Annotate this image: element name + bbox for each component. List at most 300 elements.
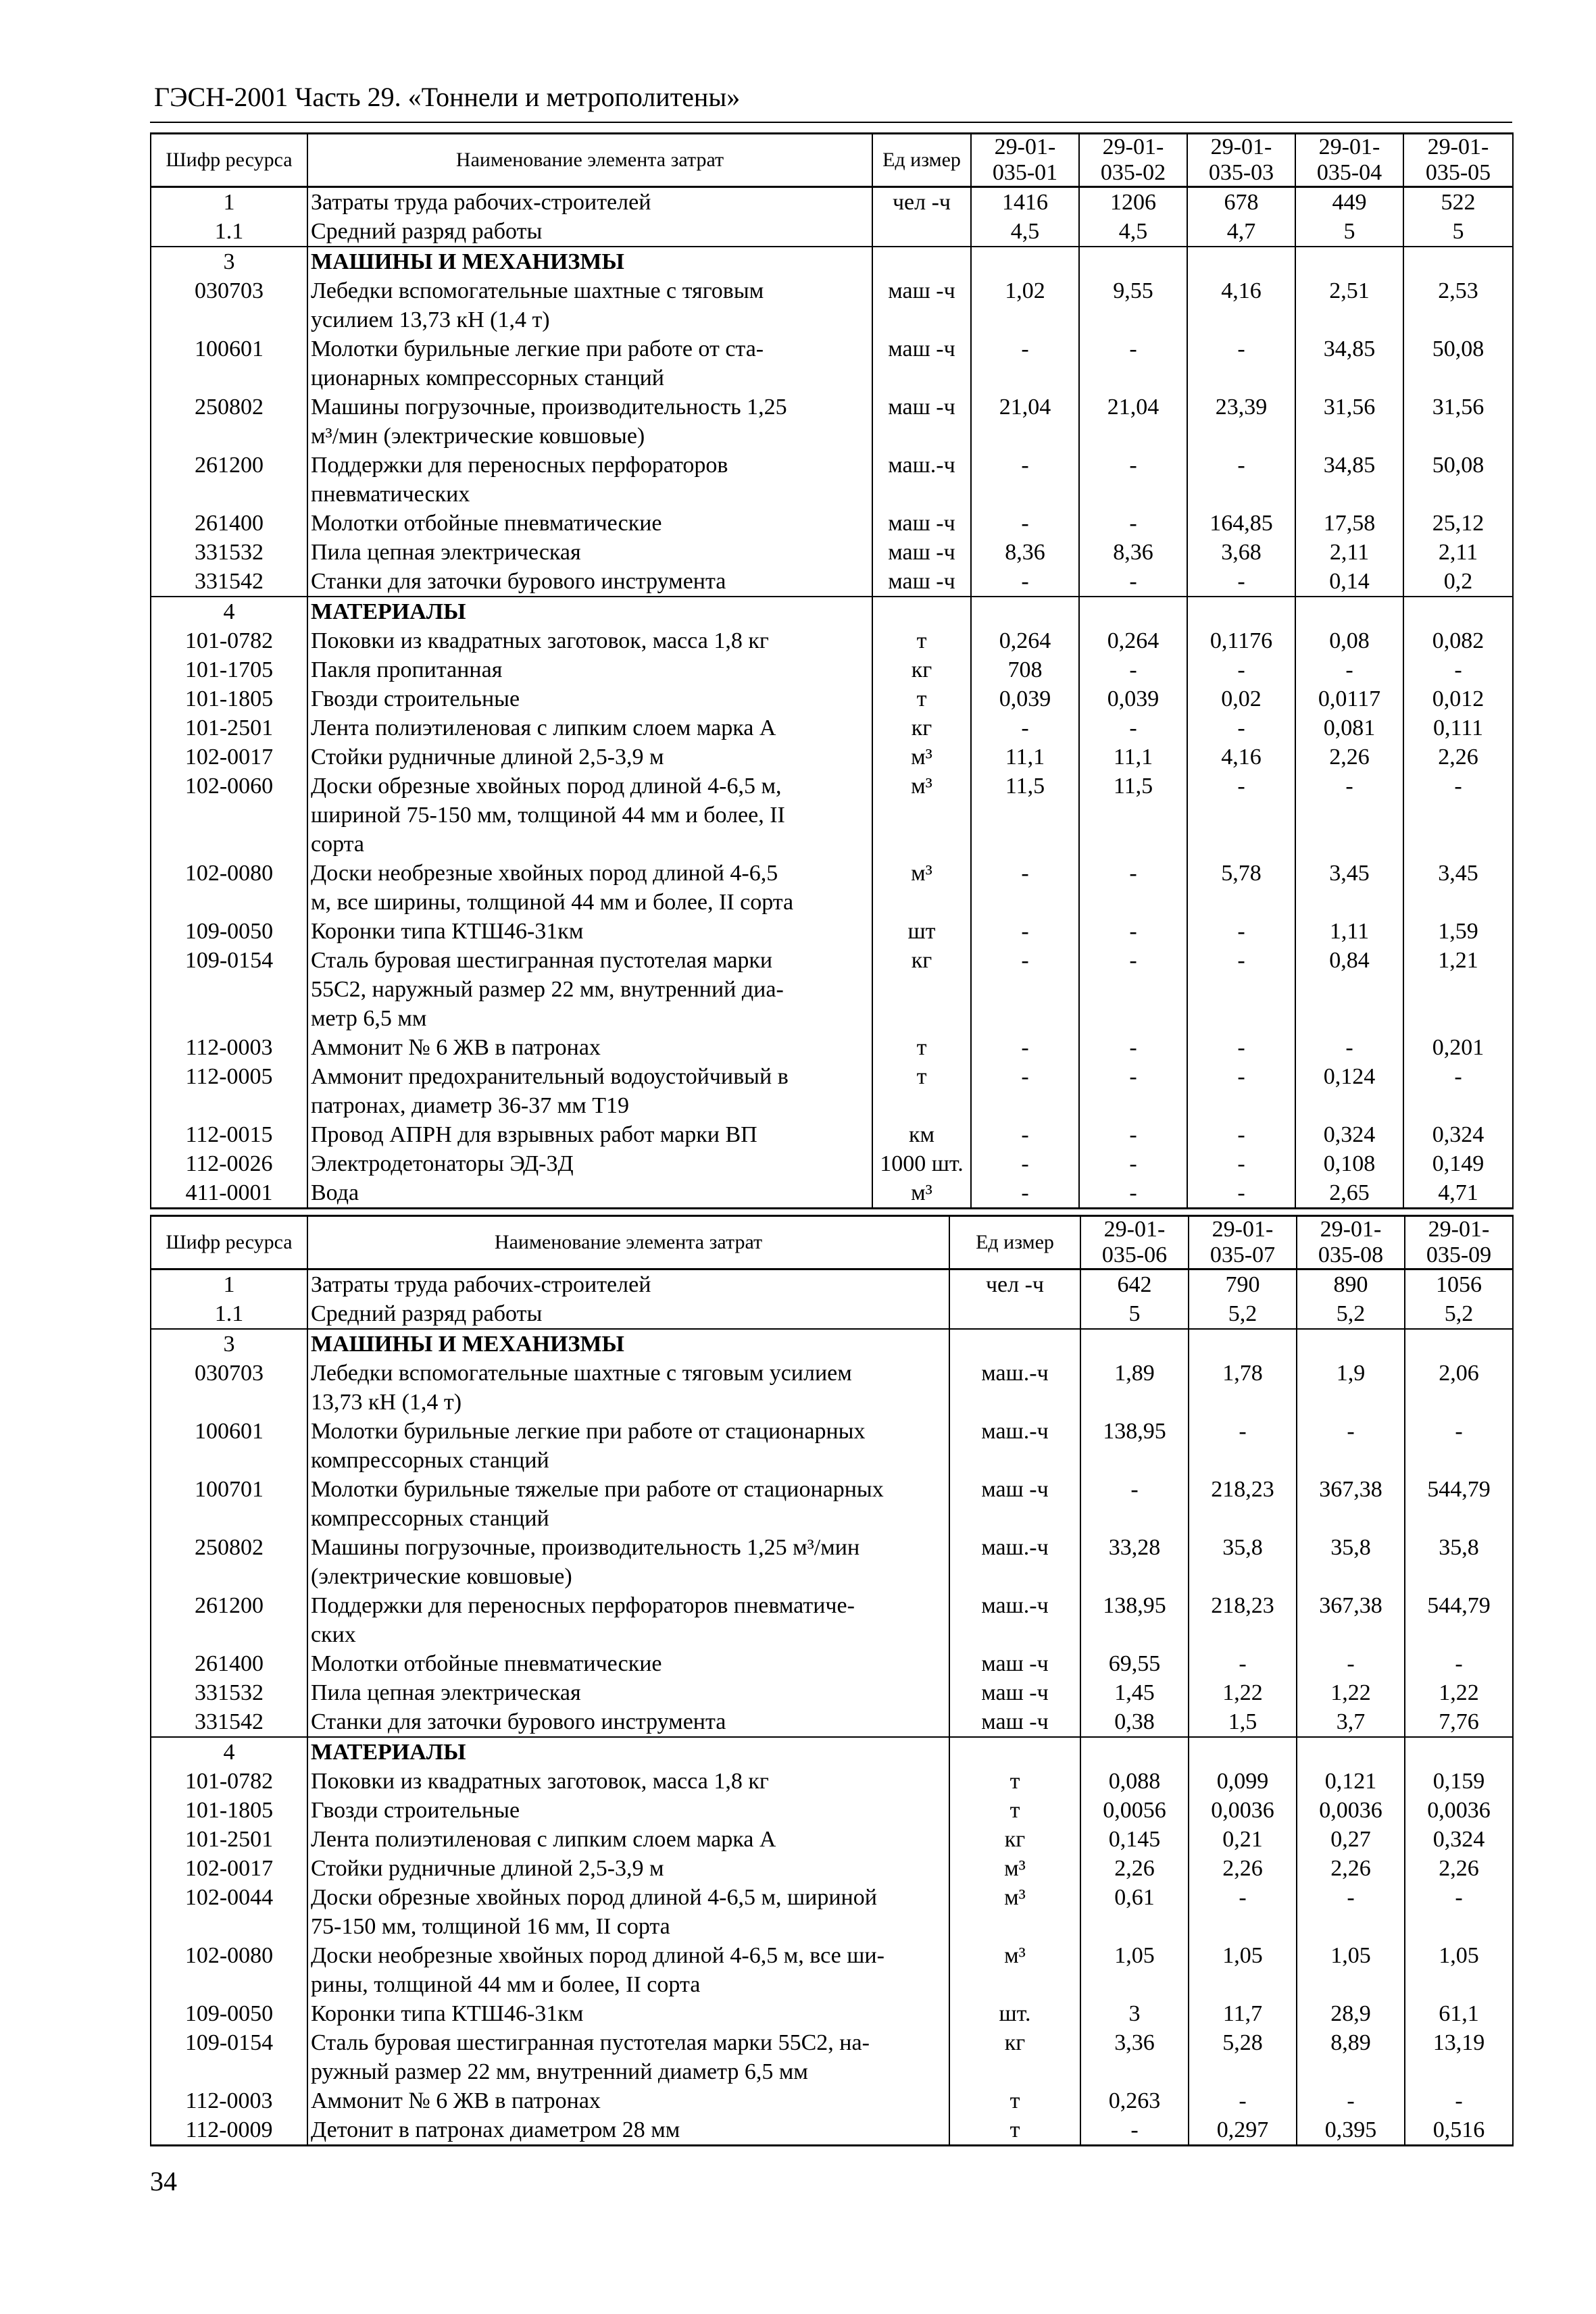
- resource-name-line: Поковки из квадратных заготовок, масса 1,8 кг: [311, 1769, 769, 1794]
- resource-unit: маш -ч: [872, 393, 971, 451]
- value-cell: 0,21: [1189, 1825, 1297, 1854]
- value-cell: 1,05: [1080, 1941, 1189, 1999]
- table-row: [151, 2028, 1513, 2086]
- resource-name: [307, 1062, 872, 1120]
- value-cell: [1187, 597, 1295, 626]
- resource-code: 101-1805: [151, 1796, 307, 1825]
- value-cell: 1,89: [1080, 1359, 1189, 1417]
- resource-name: [307, 1941, 949, 1999]
- resource-unit: кг: [872, 713, 971, 743]
- value-cell: 17,58: [1295, 509, 1403, 538]
- value-cell: [1187, 247, 1295, 276]
- value-cell: 11,1: [1079, 743, 1187, 772]
- resource-name-line: (электрические ковшовые): [311, 1564, 572, 1589]
- value-cell: -: [1189, 2086, 1297, 2115]
- value-cell: 0,082: [1403, 626, 1513, 655]
- resource-unit: м³: [872, 772, 971, 859]
- value-cell: 4,7: [1187, 217, 1295, 247]
- resource-name-line: патронах, диаметр 36-37 мм Т19: [311, 1093, 630, 1118]
- value-cell: 1416: [971, 187, 1079, 218]
- resource-code: 101-0782: [151, 1767, 307, 1796]
- resource-unit: 1000 шт.: [872, 1149, 971, 1178]
- resource-name-line: МАШИНЫ И МЕХАНИЗМЫ: [311, 249, 624, 274]
- resource-code: 331532: [151, 1678, 307, 1707]
- value-cell: 0,84: [1295, 946, 1403, 1033]
- resource-name: [307, 1883, 949, 1941]
- table-row: [151, 1767, 1513, 1796]
- value-cell: 1,9: [1297, 1359, 1405, 1417]
- value-cell: 0,159: [1405, 1767, 1513, 1796]
- value-cell: -: [971, 946, 1079, 1033]
- header-code: Шифр ресурса: [151, 1216, 307, 1269]
- resource-code: 4: [151, 597, 307, 626]
- header-col-line: 035-02: [1100, 160, 1166, 185]
- header-unit: Ед измер: [949, 1216, 1080, 1269]
- value-cell: 0,088: [1080, 1767, 1189, 1796]
- value-cell: -: [971, 567, 1079, 597]
- resource-name-line: Вода: [311, 1180, 359, 1205]
- resource-name-line: Поковки из квадратных заготовок, масса 1,8 кг: [311, 628, 769, 653]
- value-cell: -: [1079, 1178, 1187, 1209]
- value-cell: 9,55: [1079, 276, 1187, 334]
- resource-name-line: Пила цепная электрическая: [311, 1680, 581, 1705]
- value-cell: -: [1189, 1417, 1297, 1475]
- value-cell: -: [1187, 1149, 1295, 1178]
- resource-name-line: Машины погрузочные, производительность 1,25 м³/мин: [311, 1535, 860, 1560]
- table-row: [151, 1178, 1513, 1209]
- value-cell: 0,039: [971, 684, 1079, 713]
- resource-code: 331542: [151, 1707, 307, 1737]
- resource-name-line: 75-150 мм, толщиной 16 мм, II сорта: [311, 1914, 670, 1939]
- value-cell: -: [1297, 1883, 1405, 1941]
- resource-name-line: шириной 75-150 мм, толщиной 44 мм и более, II: [311, 803, 785, 828]
- resource-code: 4: [151, 1737, 307, 1767]
- value-cell: 11,5: [971, 772, 1079, 859]
- resource-name: [307, 1120, 872, 1149]
- header-col-line: 035-05: [1425, 160, 1491, 185]
- resource-name-line: компрессорных станций: [311, 1506, 549, 1531]
- resource-name: [307, 1299, 949, 1329]
- value-cell: 23,39: [1187, 393, 1295, 451]
- value-cell: -: [1405, 1649, 1513, 1678]
- value-cell: 2,65: [1295, 1178, 1403, 1209]
- value-cell: 5: [1080, 1299, 1189, 1329]
- resource-name: [307, 597, 872, 626]
- resource-name-line: рины, толщиной 44 мм и более, II сорта: [311, 1972, 701, 1997]
- value-cell: 1,22: [1297, 1678, 1405, 1707]
- table-row: [151, 247, 1513, 276]
- value-cell: -: [1187, 334, 1295, 393]
- header-row: [151, 1216, 1513, 1269]
- value-cell: 0,02: [1187, 684, 1295, 713]
- resource-name-line: Стойки рудничные длиной 2,5-3,9 м: [311, 745, 664, 770]
- value-cell: -: [971, 859, 1079, 917]
- header-col-line: 035-07: [1210, 1242, 1276, 1267]
- resource-name-line: метр 6,5 мм: [311, 1006, 427, 1031]
- value-cell: 0,395: [1297, 2115, 1405, 2146]
- resource-name-line: Электродетонаторы ЭД-3Д: [311, 1151, 574, 1176]
- resource-code: 101-2501: [151, 713, 307, 743]
- value-cell: -: [1295, 655, 1403, 684]
- value-cell: -: [971, 1149, 1079, 1178]
- value-cell: 678: [1187, 187, 1295, 218]
- resource-unit: т: [949, 1767, 1080, 1796]
- header-name: Наименование элемента затрат: [307, 134, 872, 187]
- resource-name-line: Сталь буровая шестигранная пустотелая марки: [311, 948, 773, 973]
- resource-code: 1: [151, 187, 307, 218]
- value-cell: 4,16: [1187, 743, 1295, 772]
- value-cell: 5: [1295, 217, 1403, 247]
- resource-unit: м³: [949, 1854, 1080, 1883]
- value-cell: 0,08: [1295, 626, 1403, 655]
- value-cell: -: [1405, 1417, 1513, 1475]
- resource-name: [307, 1737, 949, 1767]
- value-cell: 11,1: [971, 743, 1079, 772]
- value-cell: -: [1405, 2086, 1513, 2115]
- resource-code: 1: [151, 1269, 307, 1300]
- value-cell: 790: [1189, 1269, 1297, 1300]
- resource-name-line: Средний разряд работы: [311, 219, 543, 244]
- header-col-line: 29-01-: [1428, 1217, 1490, 1242]
- value-cell: [1295, 247, 1403, 276]
- header-name: Наименование элемента затрат: [307, 1216, 949, 1269]
- value-cell: 642: [1080, 1269, 1189, 1300]
- table-row: [151, 713, 1513, 743]
- value-cell: 4,5: [971, 217, 1079, 247]
- value-cell: 61,1: [1405, 1999, 1513, 2028]
- resource-unit: м³: [872, 1178, 971, 1209]
- resource-name-line: МАТЕРИАЛЫ: [311, 599, 466, 624]
- resource-name: [307, 2028, 949, 2086]
- value-cell: 0,27: [1297, 1825, 1405, 1854]
- table-row: [151, 276, 1513, 334]
- value-cell: [1079, 247, 1187, 276]
- resource-unit: маш -ч: [949, 1649, 1080, 1678]
- resource-name: [307, 859, 872, 917]
- value-cell: 2,53: [1403, 276, 1513, 334]
- value-cell: [1297, 1737, 1405, 1767]
- resource-code: 3: [151, 1329, 307, 1359]
- table-row: [151, 1299, 1513, 1329]
- value-cell: -: [971, 1062, 1079, 1120]
- value-cell: 3,68: [1187, 538, 1295, 567]
- value-cell: [1189, 1329, 1297, 1359]
- resource-name: [307, 1178, 872, 1209]
- value-cell: 1,59: [1403, 917, 1513, 946]
- resource-name-line: пневматических: [311, 482, 470, 507]
- value-cell: [1403, 597, 1513, 626]
- resource-name-line: Затраты труда рабочих-строителей: [311, 190, 651, 215]
- resource-name-line: МАШИНЫ И МЕХАНИЗМЫ: [311, 1332, 624, 1357]
- value-cell: 0,263: [1080, 2086, 1189, 2115]
- resource-unit: маш -ч: [872, 509, 971, 538]
- table-row: [151, 1999, 1513, 2028]
- value-cell: -: [971, 334, 1079, 393]
- value-cell: -: [1297, 2086, 1405, 2115]
- resource-name-line: ских: [311, 1622, 356, 1647]
- value-cell: 2,26: [1297, 1854, 1405, 1883]
- table-row: [151, 1854, 1513, 1883]
- value-cell: 0,324: [1403, 1120, 1513, 1149]
- resource-name: [307, 1999, 949, 2028]
- value-cell: 5,2: [1189, 1299, 1297, 1329]
- table-row: [151, 1649, 1513, 1678]
- resource-name: [307, 1678, 949, 1707]
- resource-code: 109-0154: [151, 946, 307, 1033]
- resource-unit: [949, 1737, 1080, 1767]
- value-cell: 0,38: [1080, 1707, 1189, 1737]
- value-cell: -: [971, 713, 1079, 743]
- value-cell: 367,38: [1297, 1475, 1405, 1533]
- header-col: [1189, 1216, 1297, 1269]
- resource-name: [307, 655, 872, 684]
- table-row: [151, 1737, 1513, 1767]
- header-col-line: 29-01-: [1320, 1217, 1382, 1242]
- resource-name-line: Молотки бурильные легкие при работе от ста-: [311, 336, 764, 361]
- header-col-line: 29-01-: [1210, 134, 1272, 159]
- value-cell: 0,081: [1295, 713, 1403, 743]
- resource-code: 109-0050: [151, 917, 307, 946]
- resource-name: [307, 946, 872, 1033]
- table-row: [151, 743, 1513, 772]
- value-cell: 25,12: [1403, 509, 1513, 538]
- value-cell: -: [1403, 1062, 1513, 1120]
- resource-name-line: Молотки отбойные пневматические: [311, 511, 662, 536]
- resource-name-line: Детонит в патронах диаметром 28 мм: [311, 2117, 680, 2142]
- value-cell: 0,264: [1079, 626, 1187, 655]
- value-cell: [1080, 1737, 1189, 1767]
- resource-name-line: Доски обрезные хвойных пород длиной 4-6,5 м, шириной: [311, 1885, 877, 1910]
- value-cell: 8,89: [1297, 2028, 1405, 2086]
- value-cell: 35,8: [1405, 1533, 1513, 1591]
- resource-unit: км: [872, 1120, 971, 1149]
- resource-code: 101-0782: [151, 626, 307, 655]
- resource-name-line: ционарных компрессорных станций: [311, 366, 664, 391]
- value-cell: 367,38: [1297, 1591, 1405, 1649]
- resource-code: 030703: [151, 1359, 307, 1417]
- resource-name-line: Станки для заточки бурового инструмента: [311, 569, 726, 594]
- value-cell: [1295, 597, 1403, 626]
- resource-name: [307, 1649, 949, 1678]
- value-cell: 522: [1403, 187, 1513, 218]
- value-cell: -: [1080, 2115, 1189, 2146]
- value-cell: -: [1079, 1033, 1187, 1062]
- resource-code: 102-0080: [151, 1941, 307, 1999]
- resource-name-line: Лента полиэтиленовая с липким слоем марка А: [311, 1827, 776, 1852]
- resource-unit: маш -ч: [872, 538, 971, 567]
- resource-unit: [949, 1329, 1080, 1359]
- resource-name-line: Молотки отбойные пневматические: [311, 1651, 662, 1676]
- resource-name-line: МАТЕРИАЛЫ: [311, 1740, 466, 1765]
- resource-unit: м³: [872, 859, 971, 917]
- resource-unit: кг: [872, 946, 971, 1033]
- value-cell: 3,45: [1403, 859, 1513, 917]
- resource-name: [307, 743, 872, 772]
- resource-unit: чел -ч: [872, 187, 971, 218]
- value-cell: -: [1187, 655, 1295, 684]
- resource-name: [307, 334, 872, 393]
- value-cell: 1,45: [1080, 1678, 1189, 1707]
- value-cell: 7,76: [1405, 1707, 1513, 1737]
- resource-name: [307, 276, 872, 334]
- value-cell: 2,11: [1295, 538, 1403, 567]
- value-cell: -: [1295, 1033, 1403, 1062]
- resource-name-line: Аммонит предохранительный водоустойчивый в: [311, 1064, 789, 1089]
- value-cell: 0,124: [1295, 1062, 1403, 1120]
- value-cell: 4,16: [1187, 276, 1295, 334]
- value-cell: 0,121: [1297, 1767, 1405, 1796]
- resource-name-line: Доски необрезные хвойных пород длиной 4-6,5 м, все ши-: [311, 1943, 884, 1968]
- value-cell: 8,36: [971, 538, 1079, 567]
- resource-code: 101-1805: [151, 684, 307, 713]
- value-cell: 1,05: [1405, 1941, 1513, 1999]
- header-col: [1403, 134, 1513, 187]
- value-cell: 5,28: [1189, 2028, 1297, 2086]
- value-cell: 544,79: [1405, 1591, 1513, 1649]
- header-col-line: 035-09: [1426, 1242, 1492, 1267]
- value-cell: 1,5: [1189, 1707, 1297, 1737]
- value-cell: -: [1079, 1062, 1187, 1120]
- value-cell: [1189, 1737, 1297, 1767]
- value-cell: [1403, 247, 1513, 276]
- resource-name-line: Гвозди строительные: [311, 1798, 520, 1823]
- value-cell: 0,0117: [1295, 684, 1403, 713]
- resource-name-line: Гвозди строительные: [311, 686, 520, 711]
- resource-code: 250802: [151, 393, 307, 451]
- resource-name: [307, 509, 872, 538]
- value-cell: 35,8: [1297, 1533, 1405, 1591]
- value-cell: 2,26: [1295, 743, 1403, 772]
- table-row: [151, 393, 1513, 451]
- resource-unit: маш -ч: [949, 1707, 1080, 1737]
- resource-name: [307, 1329, 949, 1359]
- page-number: 34: [150, 2166, 177, 2196]
- header-col-line: 29-01-: [994, 134, 1056, 159]
- table-row: [151, 451, 1513, 509]
- value-cell: 0,14: [1295, 567, 1403, 597]
- table-row: [151, 772, 1513, 859]
- table-row: [151, 597, 1513, 626]
- table-row: [151, 1591, 1513, 1649]
- header-col: [1079, 134, 1187, 187]
- value-cell: -: [1187, 772, 1295, 859]
- resource-name-line: компрессорных станций: [311, 1448, 549, 1473]
- resource-unit: т: [872, 1062, 971, 1120]
- value-cell: -: [1079, 859, 1187, 917]
- resource-code: 102-0017: [151, 1854, 307, 1883]
- value-cell: -: [971, 509, 1079, 538]
- value-cell: -: [1079, 334, 1187, 393]
- value-cell: -: [1079, 1149, 1187, 1178]
- value-cell: 218,23: [1189, 1475, 1297, 1533]
- value-cell: 1206: [1079, 187, 1187, 218]
- value-cell: 35,8: [1189, 1533, 1297, 1591]
- value-cell: 11,5: [1079, 772, 1187, 859]
- resource-name: [307, 1475, 949, 1533]
- value-cell: 1,21: [1403, 946, 1513, 1033]
- table-row: [151, 538, 1513, 567]
- table-row: [151, 626, 1513, 655]
- value-cell: -: [1297, 1649, 1405, 1678]
- value-cell: 2,26: [1189, 1854, 1297, 1883]
- table-row: [151, 1269, 1513, 1300]
- resource-code: 102-0060: [151, 772, 307, 859]
- resource-name: [307, 684, 872, 713]
- resource-name: [307, 917, 872, 946]
- resource-name-line: Доски обрезные хвойных пород длиной 4-6,5 м,: [311, 774, 782, 799]
- resource-name: [307, 1417, 949, 1475]
- table-row: [151, 1707, 1513, 1737]
- value-cell: -: [1187, 713, 1295, 743]
- header-col-line: 035-03: [1208, 160, 1274, 185]
- resource-code: 261400: [151, 509, 307, 538]
- resource-name: [307, 217, 872, 247]
- value-cell: -: [1079, 567, 1187, 597]
- value-cell: 2,06: [1405, 1359, 1513, 1417]
- value-cell: 5,78: [1187, 859, 1295, 917]
- resource-unit: шт.: [949, 1999, 1080, 2028]
- resource-name: [307, 1707, 949, 1737]
- value-cell: 34,85: [1295, 334, 1403, 393]
- value-cell: 890: [1297, 1269, 1405, 1300]
- value-cell: [1405, 1329, 1513, 1359]
- table-row: [151, 655, 1513, 684]
- header-col: [1080, 1216, 1189, 1269]
- value-cell: 3: [1080, 1999, 1189, 2028]
- resource-name-line: Аммонит № 6 ЖВ в патронах: [311, 1035, 601, 1060]
- resource-code: 112-0003: [151, 1033, 307, 1062]
- resource-name: [307, 1533, 949, 1591]
- header-code: Шифр ресурса: [151, 134, 307, 187]
- value-cell: [971, 597, 1079, 626]
- value-cell: 2,26: [1080, 1854, 1189, 1883]
- value-cell: [1297, 1329, 1405, 1359]
- resource-code: 1.1: [151, 1299, 307, 1329]
- resource-name-line: Лебедки вспомогательные шахтные с тяговым усилием: [311, 1361, 852, 1386]
- value-cell: 4,71: [1403, 1178, 1513, 1209]
- value-cell: 8,36: [1079, 538, 1187, 567]
- table-row: [151, 1825, 1513, 1854]
- resource-unit: м³: [949, 1941, 1080, 1999]
- resource-code: 112-0026: [151, 1149, 307, 1178]
- value-cell: [971, 247, 1079, 276]
- value-cell: 2,51: [1295, 276, 1403, 334]
- value-cell: -: [971, 1178, 1079, 1209]
- resource-code: 030703: [151, 276, 307, 334]
- resource-code: 112-0005: [151, 1062, 307, 1120]
- header-col-line: 29-01-: [1212, 1217, 1274, 1242]
- resource-unit: маш.-ч: [872, 451, 971, 509]
- resource-name-line: Аммонит № 6 ЖВ в патронах: [311, 2088, 601, 2113]
- table-row: [151, 187, 1513, 218]
- resource-unit: маш.-ч: [949, 1417, 1080, 1475]
- value-cell: -: [1079, 946, 1187, 1033]
- resource-name: [307, 567, 872, 597]
- table-row: [151, 1417, 1513, 1475]
- table-row: [151, 1062, 1513, 1120]
- resource-name-line: Станки для заточки бурового инструмента: [311, 1709, 726, 1734]
- resource-name: [307, 1149, 872, 1178]
- resource-unit: маш.-ч: [949, 1533, 1080, 1591]
- resource-name-line: Затраты труда рабочих-строителей: [311, 1272, 651, 1297]
- value-cell: 1,22: [1405, 1678, 1513, 1707]
- value-cell: 0,297: [1189, 2115, 1297, 2146]
- resource-name-line: Машины погрузочные, производительность 1,25: [311, 395, 787, 420]
- resource-code: 112-0009: [151, 2115, 307, 2146]
- resource-name: [307, 713, 872, 743]
- resource-code: 109-0050: [151, 1999, 307, 2028]
- value-cell: 2,11: [1403, 538, 1513, 567]
